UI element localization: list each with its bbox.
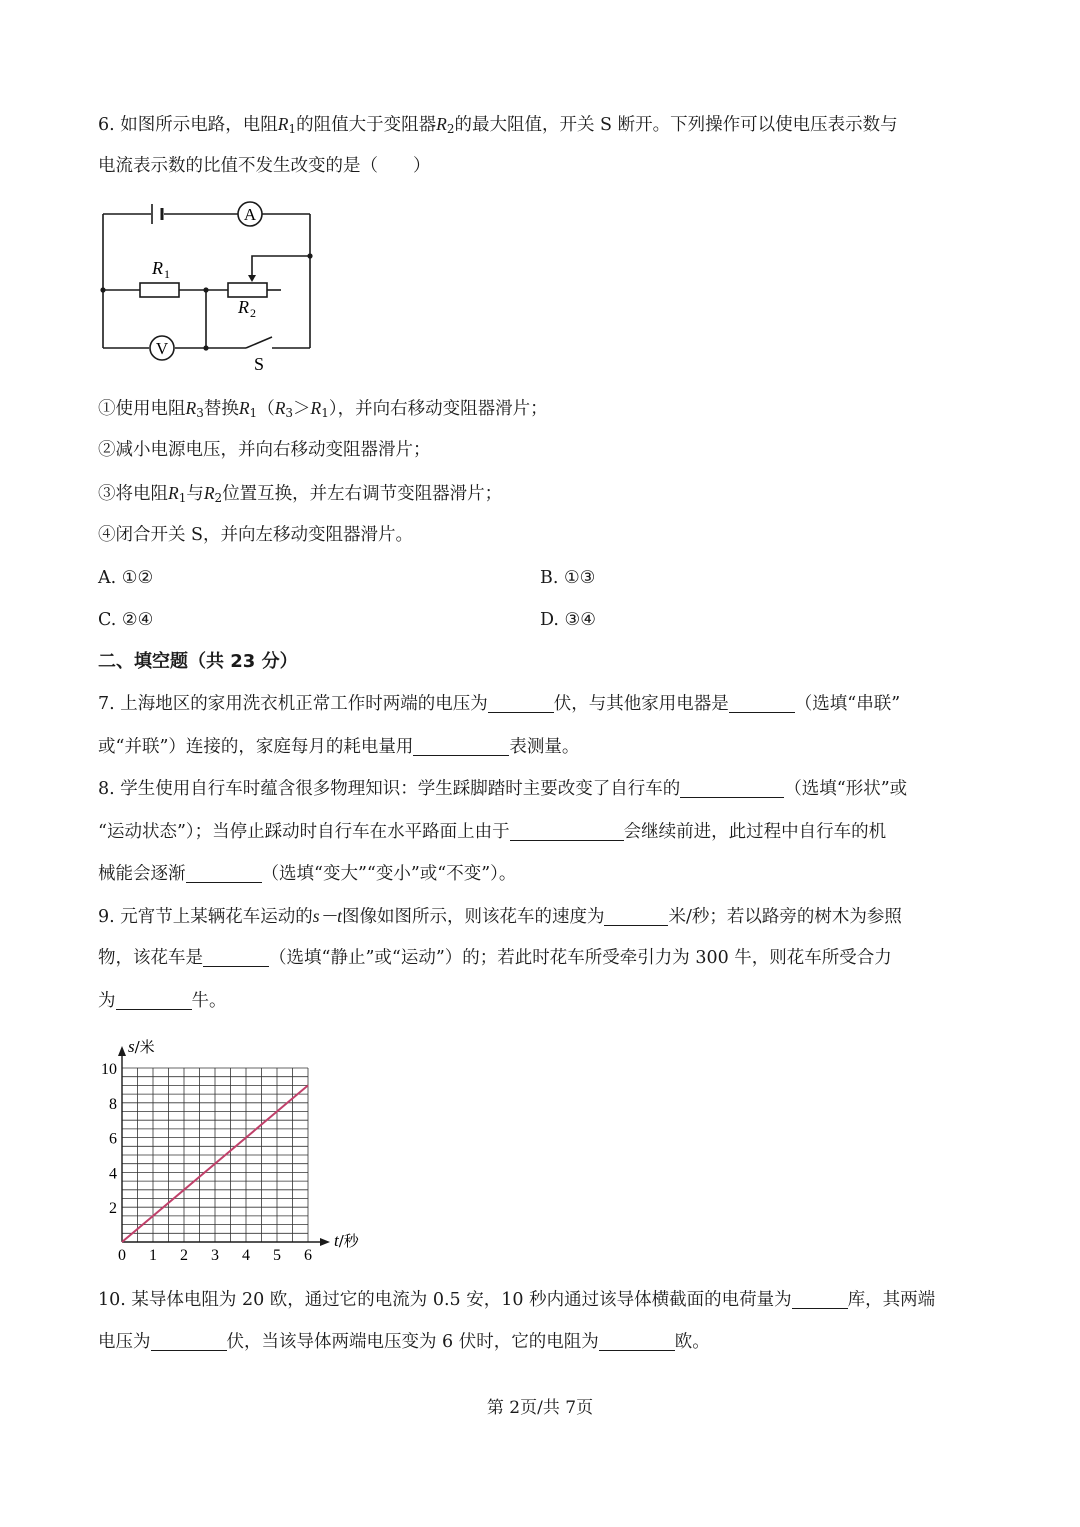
q9-text: 牛。 bbox=[191, 991, 227, 1011]
var-r: R bbox=[277, 114, 289, 134]
x-axis-label: t/秒 bbox=[334, 1231, 359, 1250]
sub: 1 bbox=[288, 122, 297, 136]
var-r: R bbox=[203, 483, 215, 503]
q7-line2 bbox=[98, 735, 579, 759]
q10-text: 电压为 bbox=[98, 1332, 151, 1352]
q8-text: “运动状态”）；当停止踩动时自行车在水平路面上由于 bbox=[98, 822, 510, 842]
q9-line1 bbox=[98, 904, 902, 929]
x-tick-label: 2 bbox=[180, 1247, 188, 1264]
q6-line1 bbox=[98, 112, 898, 141]
ammeter-label: A bbox=[243, 205, 257, 224]
answer-blank[interactable] bbox=[510, 822, 624, 841]
y-axis-arrow bbox=[118, 1046, 126, 1056]
q6-text: （ bbox=[257, 399, 275, 419]
q8-text: 械能会逐渐 bbox=[98, 864, 186, 884]
q7-text: 表测量。 bbox=[509, 737, 580, 757]
q9-text: 物，该花车是 bbox=[98, 948, 203, 968]
q6-text: 位置互换，并左右调节变阻器滑片； bbox=[222, 484, 503, 504]
voltmeter-label: V bbox=[155, 339, 169, 358]
st-variable: s－t bbox=[312, 906, 342, 926]
option-c[interactable]: C. ②④ bbox=[98, 610, 154, 630]
q10-text: 10. 某导体电阻为 20 欧，通过它的电流为 0.5 安，10 秒内通过该导体横截面的电荷量为 bbox=[98, 1290, 792, 1310]
answer-blank[interactable] bbox=[599, 1332, 675, 1351]
q8-line3 bbox=[98, 862, 516, 886]
q8-text: 会继续前进，此过程中自行车的机 bbox=[623, 822, 887, 842]
q6-op1 bbox=[98, 396, 548, 425]
section-heading: 二、填空题（共 23 分） bbox=[98, 651, 298, 672]
sub: 1 bbox=[178, 491, 187, 505]
q6-line2: 电流表示数的比值不发生改变的是（ ） bbox=[98, 156, 431, 176]
q6-op4: ④闭合开关 S，并向左移动变阻器滑片。 bbox=[98, 525, 414, 545]
st-chart bbox=[90, 1032, 380, 1272]
q9-text: 图像如图所示，则该花车的速度为 bbox=[341, 907, 605, 927]
x-tick-label: 4 bbox=[242, 1247, 250, 1264]
var-r: R bbox=[185, 398, 197, 418]
r2-sub: 2 bbox=[250, 306, 256, 320]
circuit-diagram bbox=[96, 196, 320, 376]
q9-text: 9. 元宵节上某辆花车运动的 bbox=[98, 907, 313, 927]
x-axis-arrow bbox=[320, 1238, 330, 1246]
answer-blank[interactable] bbox=[680, 779, 784, 798]
q6-text: 的阻值大于变阻器 bbox=[296, 115, 437, 135]
answer-blank[interactable] bbox=[186, 864, 262, 883]
q8-line2 bbox=[98, 820, 886, 844]
var-r: R bbox=[168, 483, 179, 503]
sub: 3 bbox=[285, 406, 294, 420]
q10-line2 bbox=[98, 1330, 710, 1354]
var-r: R bbox=[310, 398, 322, 418]
answer-blank[interactable] bbox=[151, 1332, 227, 1351]
sub: 2 bbox=[446, 122, 455, 136]
x-tick-label: 6 bbox=[304, 1247, 312, 1264]
q6-text: 替换 bbox=[203, 399, 239, 419]
var-r: R bbox=[238, 398, 250, 418]
q6-text: ），并向右移动变阻器滑片； bbox=[328, 399, 548, 419]
y-tick-label: 6 bbox=[109, 1130, 117, 1148]
r1-label: R bbox=[152, 258, 163, 278]
var-r: R bbox=[274, 398, 286, 418]
sub: 1 bbox=[321, 406, 329, 420]
q8-text: 8. 学生使用自行车时蕴含很多物理知识：学生踩脚踏时主要改变了自行车的 bbox=[98, 779, 681, 799]
q7-text: （选填“串联” bbox=[794, 694, 901, 714]
answer-blank[interactable] bbox=[488, 694, 554, 713]
sub: 3 bbox=[196, 406, 204, 420]
answer-blank[interactable] bbox=[116, 991, 192, 1010]
q7-line1 bbox=[98, 692, 900, 716]
q6-text: ③将电阻 bbox=[98, 484, 168, 504]
y-axis-label: s/米 bbox=[128, 1037, 155, 1056]
y-tick-label: 10 bbox=[101, 1061, 117, 1078]
option-b[interactable]: B. ①③ bbox=[540, 568, 596, 588]
q6-op2: ②减小电源电压，并向右移动变阻器滑片； bbox=[98, 440, 431, 460]
q6-text: 与 bbox=[186, 484, 204, 504]
q9-text: 为 bbox=[98, 991, 116, 1011]
y-tick-label: 2 bbox=[109, 1200, 117, 1218]
q8-line1 bbox=[98, 777, 907, 801]
option-d[interactable]: D. ③④ bbox=[540, 610, 596, 630]
q6-number: 6. bbox=[98, 115, 115, 135]
q6-op3 bbox=[98, 481, 502, 510]
r2-label: R bbox=[238, 297, 249, 317]
var-r: R bbox=[436, 114, 447, 134]
q7-text: 或“并联”）连接的，家庭每月的耗电量用 bbox=[98, 737, 414, 757]
option-a[interactable]: A. ①② bbox=[98, 568, 154, 588]
q6-text: ＞ bbox=[293, 399, 311, 419]
q9-text: 米/秒；若以路旁的树木为参照 bbox=[668, 907, 902, 927]
q9-text: （选填“静止”或“运动”）的；若此时花车所受牵引力为 300 牛，则花车所受合力 bbox=[269, 948, 892, 968]
answer-blank[interactable] bbox=[792, 1290, 848, 1309]
r1-sub: 1 bbox=[164, 267, 170, 281]
x-tick-label: 0 bbox=[118, 1247, 126, 1264]
q9-line2 bbox=[98, 946, 892, 970]
sub: 1 bbox=[249, 406, 258, 420]
page-footer: 第 2页/共 7页 bbox=[486, 1398, 594, 1418]
switch-label: S bbox=[254, 354, 265, 374]
q9-line3 bbox=[98, 989, 227, 1013]
q10-text: 欧。 bbox=[674, 1332, 710, 1352]
x-tick-label: 1 bbox=[149, 1247, 157, 1264]
q6-text: ①使用电阻 bbox=[98, 399, 186, 419]
sub: 2 bbox=[214, 491, 223, 505]
q7-text: 7. 上海地区的家用洗衣机正常工作时两端的电压为 bbox=[98, 694, 488, 714]
q10-text: 伏，当该导体两端电压变为 6 伏时，它的电阻为 bbox=[226, 1332, 599, 1352]
q8-text: （选填“形状”或 bbox=[784, 779, 908, 799]
answer-blank[interactable] bbox=[604, 907, 668, 926]
q10-line1 bbox=[98, 1288, 935, 1312]
chart-grid bbox=[122, 1068, 308, 1242]
q10-text: 库，其两端 bbox=[847, 1290, 936, 1310]
q6-text: 如图所示电路，电阻 bbox=[120, 115, 278, 135]
y-tick-label: 4 bbox=[109, 1165, 117, 1183]
q7-text: 伏，与其他家用电器是 bbox=[553, 694, 729, 714]
x-tick-label: 5 bbox=[273, 1247, 281, 1264]
q8-text: （选填“变大”“变小”或“不变”）。 bbox=[261, 864, 517, 884]
answer-blank[interactable] bbox=[413, 737, 509, 756]
x-tick-label: 3 bbox=[211, 1247, 219, 1264]
answer-blank[interactable] bbox=[729, 694, 795, 713]
y-tick-label: 8 bbox=[109, 1095, 117, 1113]
q6-text: 的最大阻值，开关 S 断开。下列操作可以使电压表示数与 bbox=[454, 115, 898, 135]
answer-blank[interactable] bbox=[203, 948, 269, 967]
